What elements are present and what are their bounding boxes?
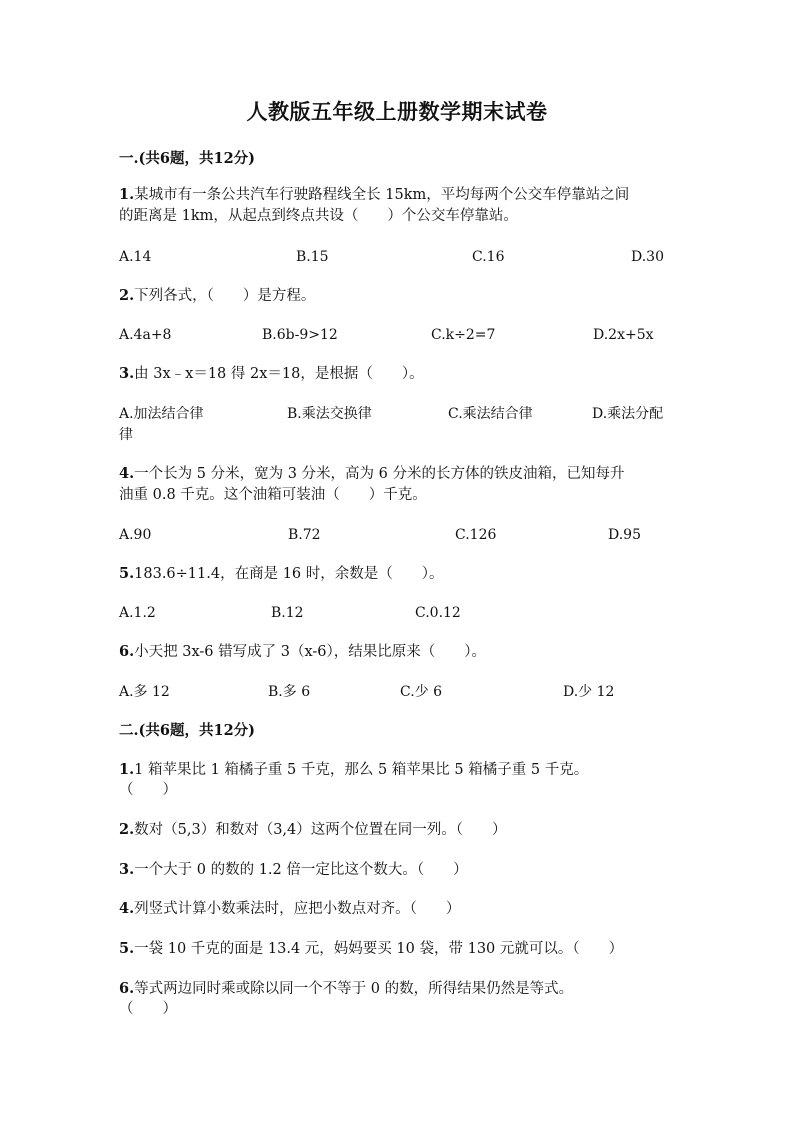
option-d: D.30 <box>631 249 664 265</box>
option-d: D.95 <box>608 527 641 543</box>
question-number: 4. <box>119 465 135 482</box>
option-a: A.1.2 <box>119 605 156 621</box>
option-a: A.90 <box>119 527 152 543</box>
question-text: 等式两边同时乘或除以同一个不等于 0 的数，所得结果仍然是等式。 <box>134 981 574 997</box>
question-text: 列竖式计算小数乘法时，应把小数点对齐。（ ） <box>134 901 461 917</box>
option-b: B.乘法交换律 <box>287 406 372 422</box>
question-number: 2. <box>119 287 135 304</box>
question-2-6 <box>119 979 573 999</box>
question-number: 1. <box>119 761 135 778</box>
option-d: D.2x+5x <box>593 327 654 343</box>
option-b: B.72 <box>288 527 321 543</box>
answer-blank: （ ） <box>119 1001 177 1017</box>
question-number: 4. <box>119 900 135 917</box>
question-2-4 <box>119 899 460 919</box>
option-d-wrap: 律 <box>119 427 133 443</box>
question-number: 3. <box>119 861 135 878</box>
question-1-1-line-2: 的距离是 1km，从起点到终点共设（ ）个公交车停靠站。 <box>119 208 518 224</box>
option-a: A.加法结合律 <box>119 406 204 422</box>
question-text: 1 箱苹果比 1 箱橘子重 5 千克，那么 5 箱苹果比 5 箱橘子重 5 千克。 <box>134 762 589 778</box>
page-title: 人教版五年级上册数学期末试卷 <box>246 99 548 124</box>
question-2-5 <box>119 939 623 959</box>
question-number: 3. <box>119 365 135 382</box>
question-2-1 <box>119 760 588 780</box>
option-d: D.少 12 <box>563 684 615 700</box>
question-1-4 <box>119 464 624 484</box>
question-text: 一个大于 0 的数的 1.2 倍一定比这个数大。（ ） <box>134 862 468 878</box>
question-1-1 <box>119 185 629 205</box>
option-a: A.14 <box>119 249 152 265</box>
question-text: 某城市有一条公共汽车行驶路程线全长 15km，平均每两个公交车停靠站之间 <box>134 187 630 203</box>
question-number: 6. <box>119 643 135 660</box>
question-text: 数对（5,3）和数对（3,4）这两个位置在同一列。（ ） <box>134 822 507 838</box>
question-text: 183.6÷11.4，在商是 16 时，余数是（ ）。 <box>134 566 444 582</box>
question-text: 小天把 3x-6 错写成了 3（x-6），结果比原来（ ）。 <box>134 644 487 660</box>
question-number: 6. <box>119 980 135 997</box>
question-1-2 <box>119 286 315 306</box>
option-a: A.4a+8 <box>119 327 172 343</box>
question-number: 5. <box>119 565 135 582</box>
question-1-3 <box>119 364 424 384</box>
option-c: C.0.12 <box>415 605 461 621</box>
section-2-heading: 二.(共6题，共12分) <box>119 722 256 739</box>
question-2-3 <box>119 860 468 880</box>
option-c: C.少 6 <box>400 684 443 700</box>
question-1-6 <box>119 642 486 662</box>
option-b: B.6b-9>12 <box>262 327 338 343</box>
option-b: B.多 6 <box>268 684 311 700</box>
question-text: 由 3x﹣x＝18 得 2x＝18，是根据（ ）。 <box>134 366 424 382</box>
question-number: 5. <box>119 940 135 957</box>
option-c: C.16 <box>472 249 505 265</box>
option-c: C.k÷2=7 <box>431 327 496 343</box>
question-number: 2. <box>119 821 135 838</box>
answer-blank: （ ） <box>119 782 177 798</box>
question-text: 下列各式，（ ）是方程。 <box>134 288 316 304</box>
question-1-4-line-2: 油重 0.8 千克。这个油箱可装油（ ）千克。 <box>119 487 427 503</box>
section-1-heading: 一.(共6题，共12分) <box>119 150 256 167</box>
option-c: C.126 <box>455 527 497 543</box>
question-text: 一袋 10 千克的面是 13.4 元，妈妈要买 10 袋，带 130 元就可以。（ ） <box>134 941 624 957</box>
question-number: 1. <box>119 186 135 203</box>
option-d: D.乘法分配 <box>592 406 664 422</box>
option-b: B.12 <box>271 605 304 621</box>
option-b: B.15 <box>296 249 329 265</box>
question-1-5 <box>119 564 444 584</box>
question-2-2 <box>119 820 507 840</box>
option-c: C.乘法结合律 <box>448 406 533 422</box>
question-text: 一个长为 5 分米，宽为 3 分米，高为 6 分米的长方体的铁皮油箱，已知每升 <box>134 466 625 482</box>
option-a: A.多 12 <box>119 684 170 700</box>
